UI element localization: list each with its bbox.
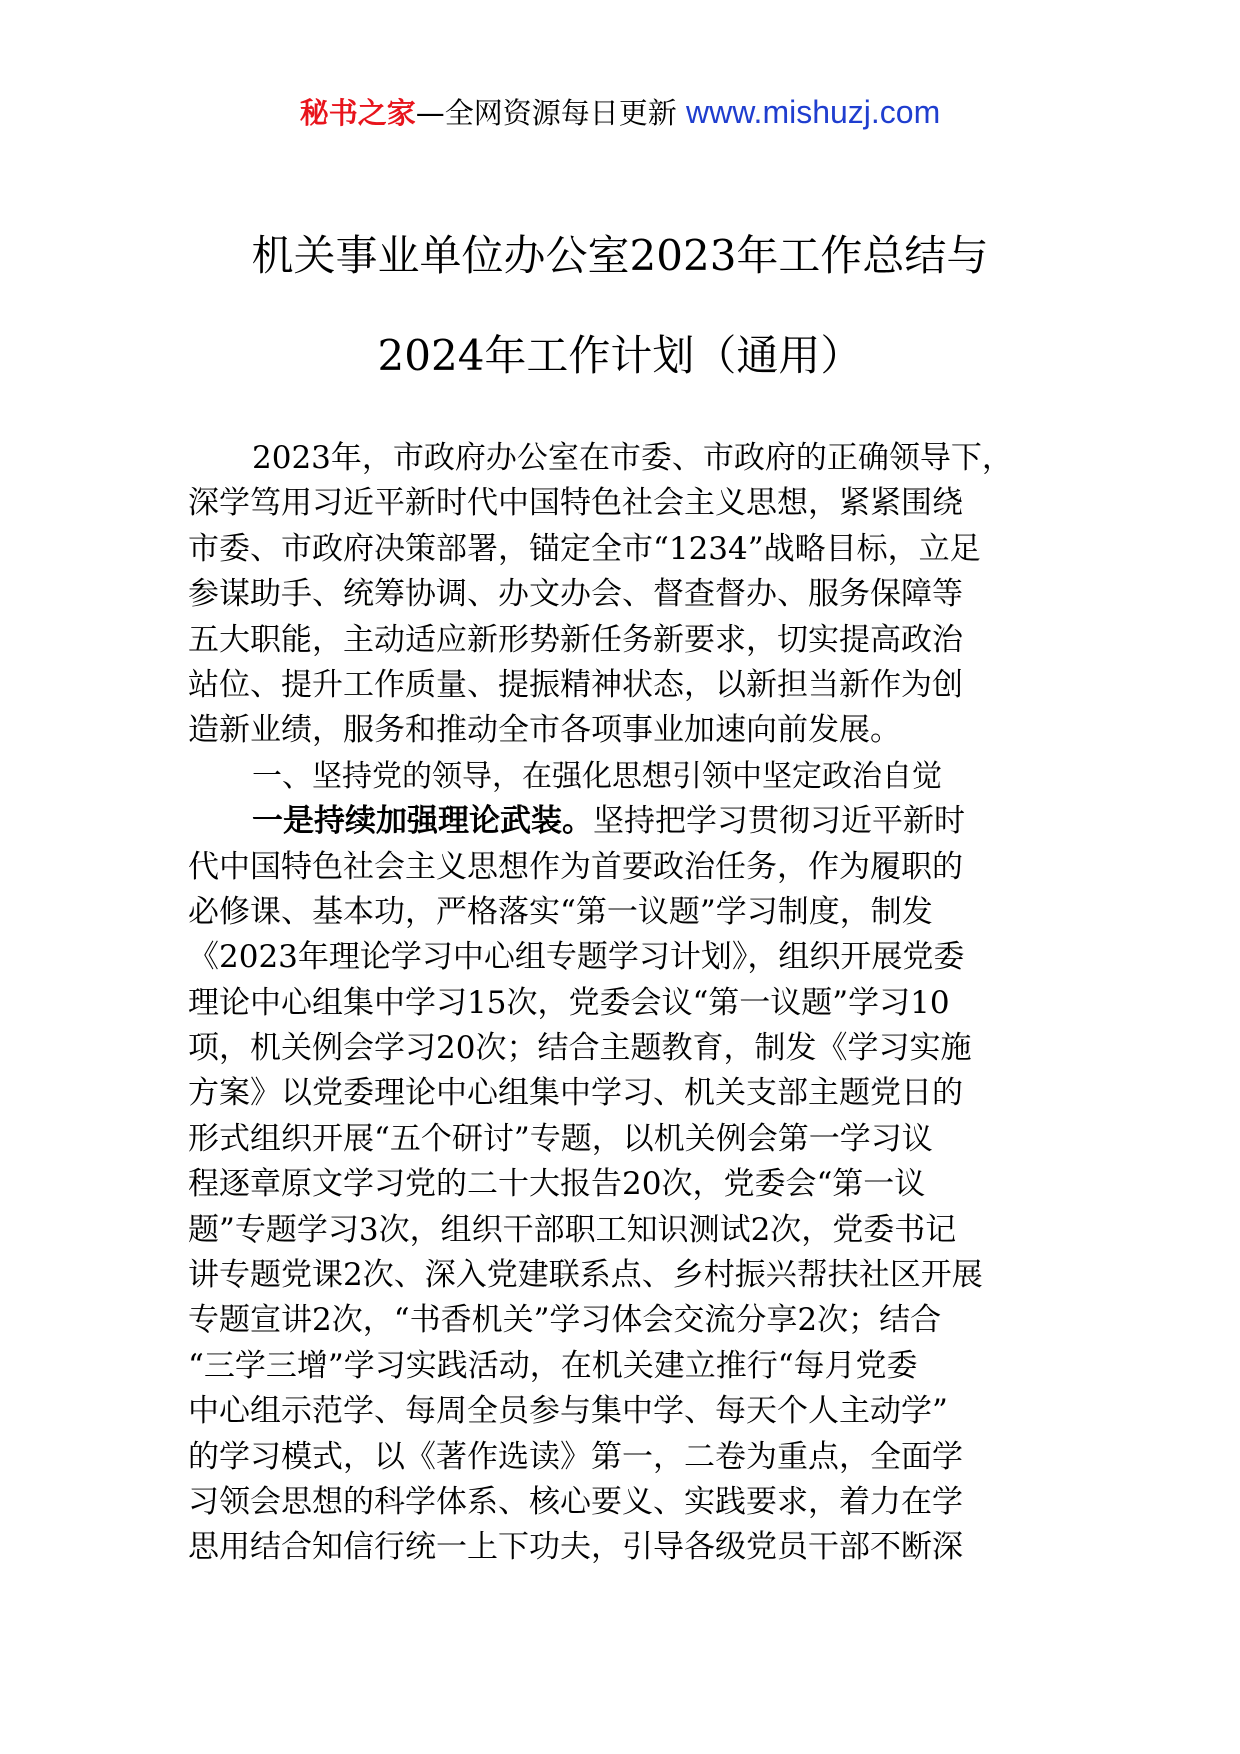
brand-name: 秘书之家 xyxy=(299,96,416,130)
header-tagline: —全网资源每日更新 xyxy=(415,96,686,130)
body-line: 参谋助手、统筹协调、办文办会、督查督办、服务保障等 xyxy=(188,576,963,613)
body-line xyxy=(188,799,1054,844)
body-line: 习领会思想的科学体系、核心要义、实践要求，着力在学 xyxy=(188,1483,963,1520)
title-line-2: 2024年工作计划（通用） xyxy=(377,331,863,380)
point-1-lead: 一是持续加强理论武装。 xyxy=(252,803,593,840)
body-line: 思用结合知信行统一上下功夫，引导各级党员干部不断深 xyxy=(188,1529,963,1566)
title-line-1: 机关事业单位办公室2023年工作总结与 xyxy=(251,231,989,280)
body-line: 五大职能，主动适应新形势新任务新要求，切实提高政治 xyxy=(188,621,963,658)
document-title xyxy=(0,206,1240,406)
body-line: 项，机关例会学习20次；结合主题教育，制发《学习实施 xyxy=(188,1030,972,1067)
body-line: 形式组织开展“五个研讨”专题，以机关例会第一学习议 xyxy=(188,1120,933,1157)
point-1-first-text: 坚持把学习贯彻习近平新时 xyxy=(593,803,965,840)
body-line: 代中国特色社会主义思想作为首要政治任务，作为履职的 xyxy=(188,848,963,885)
body-line: 造新业绩，服务和推动全市各项事业加速向前发展。 xyxy=(188,712,901,749)
body-line: 方案》以党委理论中心组集中学习、机关支部主题党日的 xyxy=(188,1075,963,1112)
body-line: 中心组示范学、每周全员参与集中学、每天个人主动学” xyxy=(188,1393,948,1430)
body-line: 题”专题学习3次，组织干部职工知识测试2次，党委书记 xyxy=(188,1211,957,1248)
body-line: 专题宣讲2次，“书香机关”学习体会交流分享2次；结合 xyxy=(188,1302,942,1339)
body-line: 《2023年理论学习中心组专题学习计划》，组织开展党委 xyxy=(188,939,965,976)
body-line: 市委、市政府决策部署，锚定全市“1234”战略目标，立足 xyxy=(188,530,981,567)
body-line: 理论中心组集中学习15次，党委会议“第一议题”学习10 xyxy=(188,984,950,1021)
body-line: “三学三增”学习实践活动，在机关建立推行“每月党委 xyxy=(188,1347,918,1384)
site-url-link[interactable]: www.mishuzj.com xyxy=(685,94,941,130)
body-line: 讲专题党课2次、深入党建联系点、乡村振兴帮扶社区开展 xyxy=(188,1257,983,1294)
body-line: 的学习模式，以《著作选读》第一，二卷为重点，全面学 xyxy=(188,1438,963,1475)
body-line: 站位、提升工作质量、提振精神状态，以新担当新作为创 xyxy=(188,666,963,703)
body-line: 2023年，市政府办公室在市委、市政府的正确领导下， xyxy=(252,440,1013,476)
body-line: 程逐章原文学习党的二十大报告20次，党委会“第一议 xyxy=(188,1166,926,1203)
point-1-paragraph xyxy=(188,799,1054,1571)
intro-paragraph xyxy=(188,436,1054,754)
document-body xyxy=(188,436,1054,1571)
body-line: 必修课、基本功，严格落实“第一议题”学习制度，制发 xyxy=(188,893,933,930)
body-line: 深学笃用习近平新时代中国特色社会主义思想，紧紧围绕 xyxy=(188,485,963,522)
site-header xyxy=(0,92,1240,133)
section-heading: 一、坚持党的领导，在强化思想引领中坚定政治自觉 xyxy=(252,758,942,794)
